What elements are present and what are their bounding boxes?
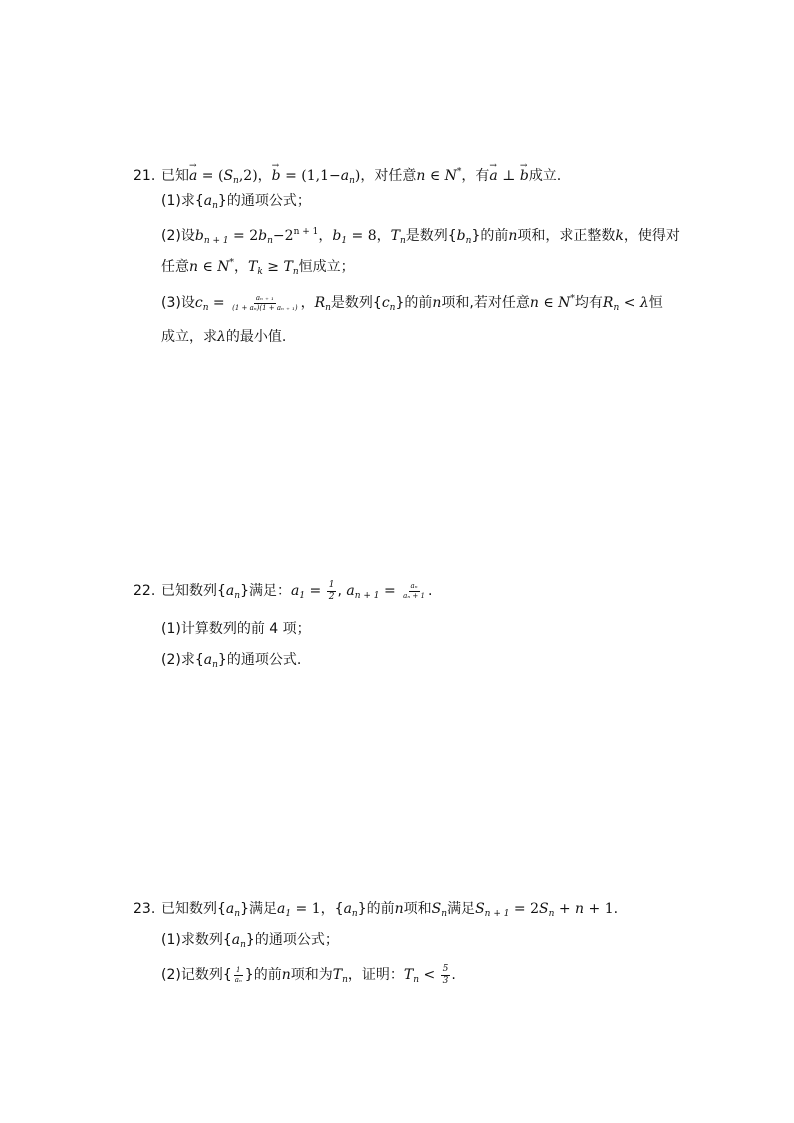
- problem-21-stem: 21. 已知→ $a = (S_n,2)$，→ $b = (1,1-a_n)$，对任意n ∈ N*，有→ a ⊥ → b成立.: [133, 161, 561, 183]
- problem-21-q2-line1: (2)设$b_{n + 1} = 2b_n-2^{n + 1}$，$b_1 = 8$，$T_n$是数列$\{b_n\}$的前n项和，求正整数k，使得对: [161, 227, 680, 246]
- problem-23-stem: 23. 已知数列$\{a_n\}$满足$a_1 = 1$，$\{a_n\}$的前n项和$S_n$满足$S_{n + 1} = 2S_n + n + 1$.: [133, 898, 618, 920]
- fraction: $\frac{\text{aₙ ₊ ₁}}{\text{(1 + aₙ)(1 + aₙ ₊ ₁)}}$: [232, 293, 298, 312]
- problem-21-q3-line2: 成立，求λ的最小值.: [161, 329, 287, 345]
- problem-22-stem: 22. 已知数列$\{a_n\}$满足：$a_1$ = $\frac{1}{2}$ , $a_{n + 1}$ = $\frac{\text{aₙ}}{\text{aₙ + 1}}$ .: [133, 579, 433, 602]
- problem-number: 22.: [133, 583, 156, 599]
- fraction: $\frac{\text{aₙ}}{\text{aₙ + 1}}$: [403, 581, 425, 600]
- problem-21-q1: (1)求$\{a_n\}$的通项公式；: [161, 193, 311, 211]
- problem-21-q3-line1: (3)设$c_n$ = $\frac{\text{aₙ ₊ ₁}}{\text{(1 + aₙ)(1 + aₙ ₊ ₁)}}$ ，$R_n$是数列$\{c_n\}$的前n项和,若对任意n ∈ N*均有$R_n < \lambda$恒: [161, 293, 663, 313]
- fraction: $\frac{1}{2}$: [328, 579, 335, 602]
- problem-number: 23.: [133, 901, 156, 917]
- problem-number: 21.: [133, 168, 156, 184]
- problem-22-q1: (1)计算数列的前 4 项；: [161, 621, 311, 637]
- problem-21-q2-line2: 任意n ∈ N*，$T_k \ge T_n$恒成立；: [161, 258, 355, 277]
- fraction: $\frac{5}{3}$: [442, 963, 449, 986]
- fraction: $\frac{1}{\text{aₙ}}$: [234, 965, 242, 984]
- problem-22-q2: (2)求$\{a_n\}$的通项公式.: [161, 652, 302, 670]
- problem-23-q2: (2)记数列{ $\frac{1}{\text{aₙ}}$ }的前n项和为$T_n$，证明：$T_n$ < $\frac{5}{3}$ .: [161, 963, 456, 986]
- problem-23-q1: (1)求数列$\{a_n\}$的通项公式；: [161, 932, 339, 950]
